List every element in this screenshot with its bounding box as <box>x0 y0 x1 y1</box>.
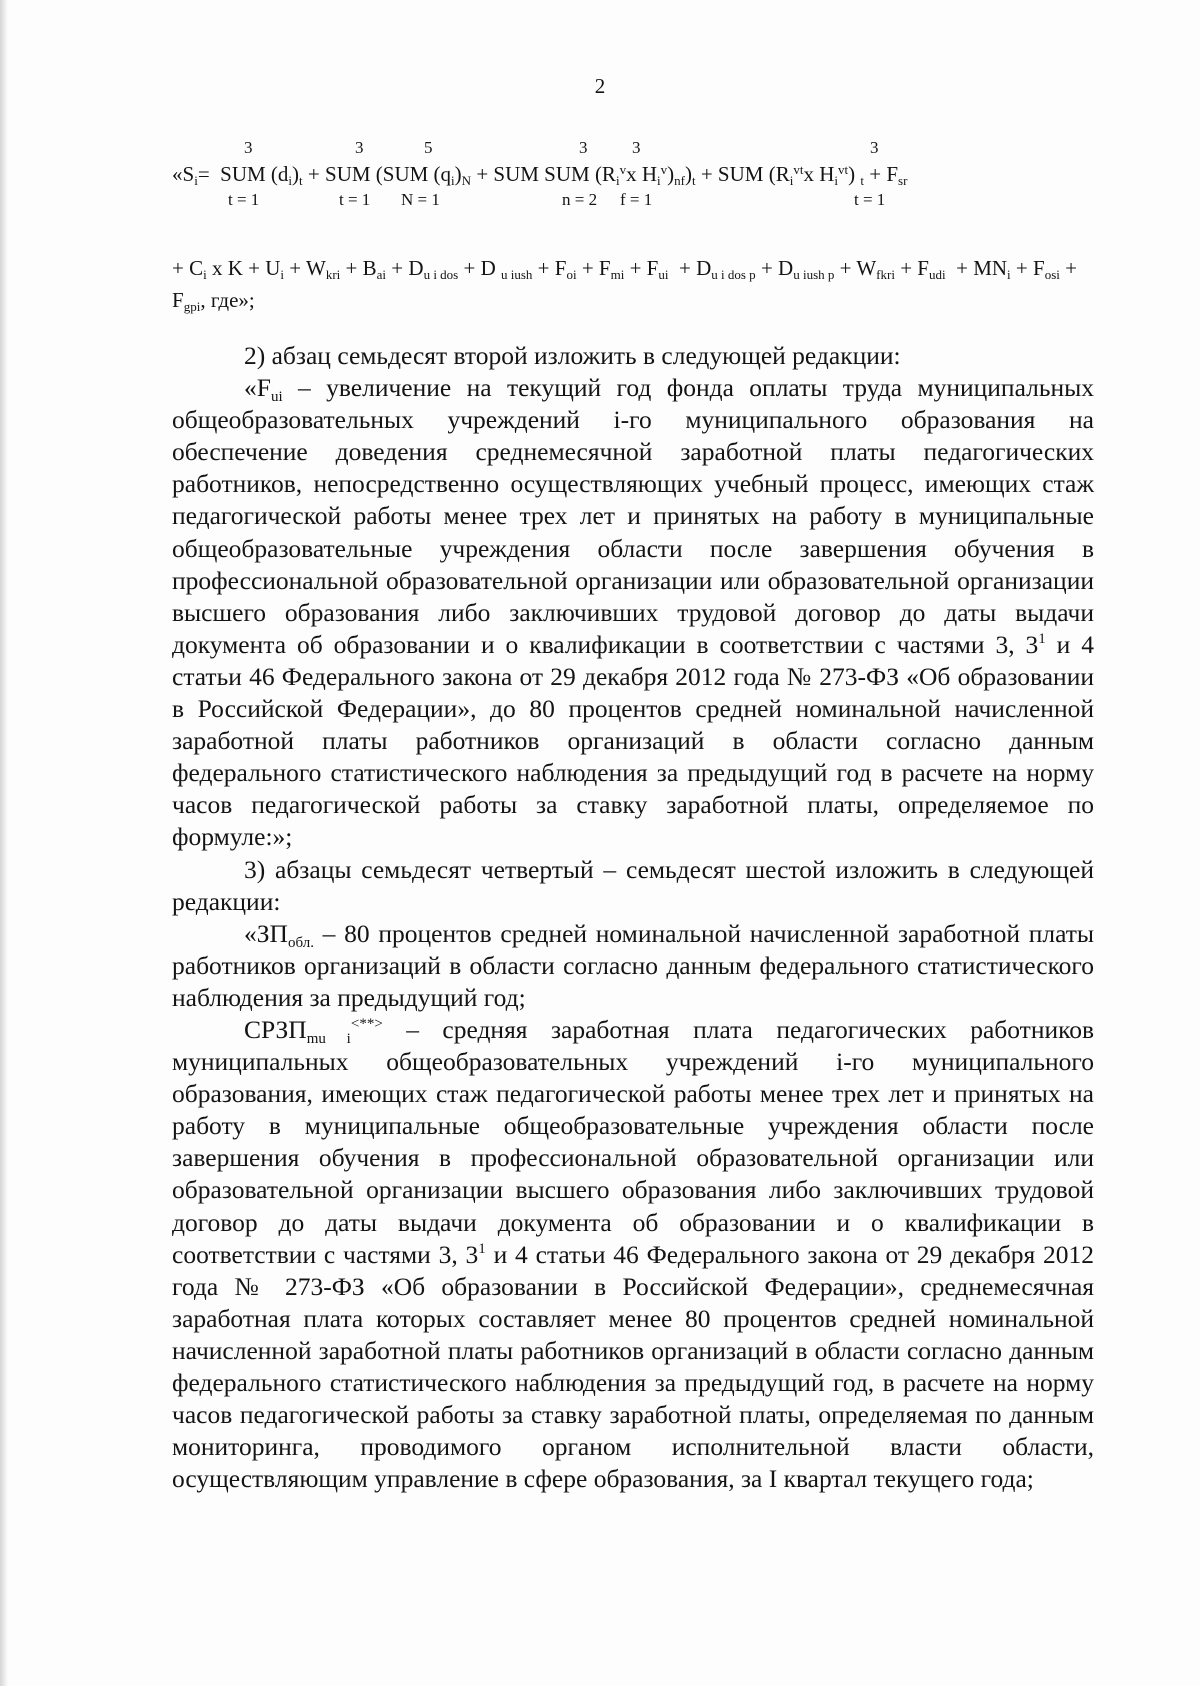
page-number: 2 <box>594 74 606 98</box>
term-srzp: СРЗП <box>244 1014 307 1044</box>
sum-upper-limit: 5 <box>424 138 433 157</box>
sum-upper-limit: 3 <box>870 138 879 157</box>
sum-lower-limit: N = 1 <box>401 190 440 209</box>
sum-upper-limit: 3 <box>244 138 253 157</box>
term-zp: «ЗП <box>244 918 288 948</box>
footnote-mark: <**> <box>350 1015 383 1032</box>
paragraph-fui-definition <box>172 372 1094 853</box>
formula-main: «$S_i=$ SUM $(d_i)_t$ + SUM (SUM $(q_i)_N$ + SUM SUM ($R_i^vx$ $H_i^v)_{nf})_t$ + SUM ($R_i^{vt}x$ $H_i^{vt}$) $_t + F_{sr}$ <box>172 162 908 188</box>
paragraph-text: и 4 статьи 46 Федерального закона от 29 декабря 2012 года № 273-ФЗ «Об образовании в Российской Федерации», до 80 процентов средней номинальной начисленной заработной платы работников организаций в области согласно данным федерального статистического наблюдения за предыдущий год в расчете на норму часов педагогической работы за ставку заработной платы, определяемое по формуле:»; <box>172 629 1095 852</box>
paragraph-srzp-definition <box>172 1014 1094 1495</box>
term-f: «F <box>244 373 271 403</box>
formula-s-sub: i <box>194 173 198 188</box>
sum-lower-limit: n = 2 <box>562 190 598 209</box>
sum-lower-limit: t = 1 <box>339 190 371 209</box>
superscript: 1 <box>478 1240 486 1257</box>
sum-lower-limit: t = 1 <box>228 190 260 209</box>
term-srzp-sub: mu i <box>306 1030 351 1047</box>
formula-s: «S <box>172 162 195 186</box>
formula-eq: = <box>197 162 210 186</box>
term-f-sub: ui <box>270 389 283 406</box>
sum-upper-limit: 3 <box>355 138 364 157</box>
paragraph-text: – средняя заработная плата педагогических работников муниципальных общеобразовательных учреждений i-го муниципального образования, имеющих стаж педагогической работы менее трех лет и принятых на работу в муниципальные общеобразовательные учреждения области после завершения обучения в профессиональной образовательной организации или образовательной организации высшего образования либо заключивших трудовой договор до даты выдачи документа об образовании и о квалификации в соответствии с частями 3, 3 <box>172 1014 1095 1269</box>
formula-line-2: + $C_i$ x $K + U_i + W_{kri} + B_{ai} + D_{u i dos} + D$ $_{u iush} + F_{oi} + F_{mi} + F_{ui} + D_{u i dos p} + D_{u iush p} + W_{fkri} + F_{udi} + MN_i + F_{osi} + F_{gpi}$, где»; <box>172 256 1077 314</box>
paragraph-item-2: 2) абзац семьдесят второй изложить в следующей редакции: <box>244 341 901 370</box>
document-body <box>172 340 1094 1495</box>
paragraph-zp-definition <box>172 918 1094 1014</box>
sum-upper-limit: 3 <box>579 138 588 157</box>
superscript: 1 <box>1038 630 1046 647</box>
paragraph-item-3: 3) абзацы семьдесят четвертый – семьдесят шестой изложить в следующей редакции: <box>172 854 1094 916</box>
sum-upper-limit: 3 <box>632 138 641 157</box>
sum-lower-limit: t = 1 <box>854 190 886 209</box>
paragraph-text: и 4 статьи 46 Федерального закона от 29 декабря 2012 года № 273-ФЗ «Об образовании в Российской Федерации», среднемесячная заработная плата которых составляет менее 80 процентов средней номинальной начисленной заработной платы работников организаций в области согласно данным федерального статистического наблюдения за предыдущий год, в расчете на норму часов педагогической работы за ставку заработной платы, определяемая по данным мониторинга, проводимого органом исполнительной власти области, осуществляющим управление в сфере образования, за I квартал текущего года; <box>172 1239 1094 1494</box>
scan-edge-shadow <box>0 0 8 1686</box>
sum-lower-limit: f = 1 <box>620 190 653 209</box>
paragraph-text: – увеличение на текущий год фонда оплаты труда муниципальных общеобразовательных учреждений i-го муниципального образования на обеспечение доведения среднемесячной заработной платы педагогических работников, непосредственно осуществляющих учебный процесс, имеющих стаж педагогической работы менее трех лет и принятых на работу в муниципальные общеобразовательные учреждения области после завершения обучения в профессиональной образовательной организации или образовательной организации высшего образования либо заключивших трудовой договор до даты выдачи документа об образовании и о квалификации в соответствии с частями 3, 3 <box>172 373 1094 659</box>
paragraph-text: – 80 процентов средней номинальной начисленной заработной платы работников организаций в области согласно данным федерального статистического наблюдения за предыдущий год; <box>172 918 1094 1012</box>
term-zp-sub: обл. <box>287 934 314 951</box>
